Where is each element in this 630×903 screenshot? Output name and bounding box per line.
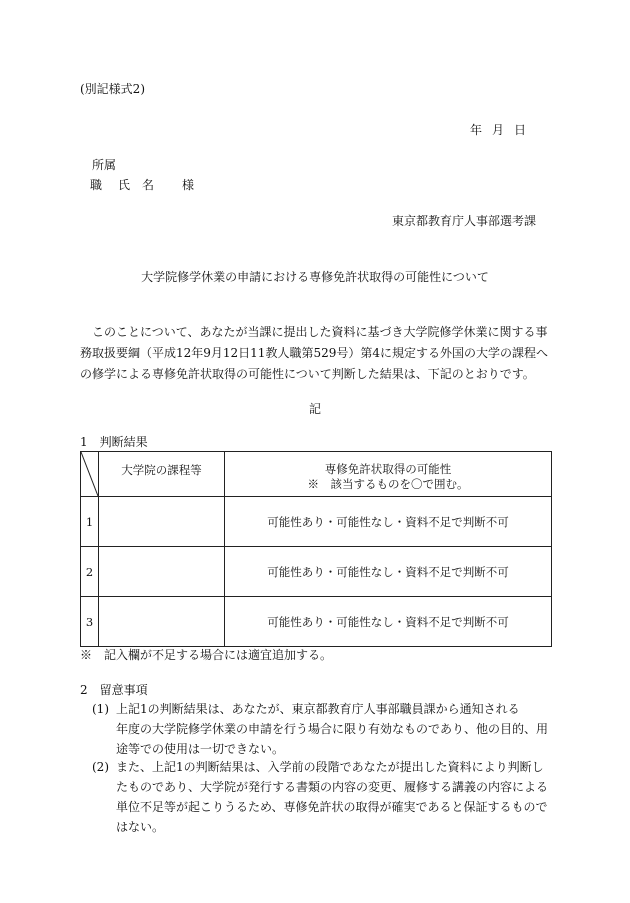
section2-heading: 2 留意事項 bbox=[80, 683, 148, 697]
table-row bbox=[81, 597, 552, 647]
row-options: 可能性あり・可能性なし・資料不足で判断不可 bbox=[225, 597, 552, 647]
note-item-text: また、上記1の判断結果は、入学前の段階であなたが提出した資料により判断したものであり、大学院が発行する書類の内容の変更、履修する講義の内容による単位不足等が起こりうるため、専修免許状の取得が確実であると保証するものではない。 bbox=[116, 760, 549, 834]
date-line bbox=[470, 121, 526, 138]
diagonal-line bbox=[81, 452, 98, 496]
note-item-mark: (2) bbox=[92, 760, 109, 774]
document-title: 大学院修学休業の申請における専修免許状取得の可能性について bbox=[141, 270, 489, 284]
note-item-text: 上記1の判断結果は、あなたが、東京都教育庁人事部職員課から通知される 年度の大学院修学休業の申請を行う場合に限り有効なものであり、他の目的、用途等での使用は一切できない。 bbox=[116, 702, 556, 756]
table-note: ※ 記入欄が不足する場合には適宜追加する。 bbox=[80, 648, 333, 662]
note-item bbox=[92, 699, 556, 759]
header-course: 大学院の課程等 bbox=[99, 452, 225, 497]
note-item bbox=[92, 757, 552, 837]
row-course-cell[interactable] bbox=[99, 547, 225, 597]
recipient-name: 氏 名 bbox=[118, 178, 155, 192]
form-label: (別記様式2) bbox=[80, 82, 145, 96]
body-paragraph bbox=[80, 322, 552, 385]
header-possibility bbox=[225, 452, 552, 497]
header-possibility-line2: ※ 該当するものを〇で囲む。 bbox=[307, 476, 469, 491]
row-course-cell[interactable] bbox=[99, 497, 225, 547]
recipient-affiliation: 所属 bbox=[92, 158, 117, 172]
result-table bbox=[80, 451, 552, 647]
row-course-cell[interactable] bbox=[99, 597, 225, 647]
recipient-honorific: 様 bbox=[182, 178, 195, 192]
header-diagonal-cell bbox=[81, 452, 99, 497]
date-day: 日 bbox=[514, 123, 527, 137]
row-number: 1 bbox=[81, 497, 99, 547]
ki-heading: 記 bbox=[308, 402, 321, 416]
recipient-position: 職 bbox=[90, 178, 103, 192]
note-item-mark: (1) bbox=[92, 702, 109, 716]
table-row bbox=[81, 497, 552, 547]
row-options: 可能性あり・可能性なし・資料不足で判断不可 bbox=[225, 497, 552, 547]
row-number: 2 bbox=[81, 547, 99, 597]
row-number: 3 bbox=[81, 597, 99, 647]
table-header-row bbox=[81, 452, 552, 497]
section1-heading: 1 判断結果 bbox=[80, 435, 148, 449]
date-month: 月 bbox=[492, 123, 505, 137]
header-possibility-line1: 専修免許状取得の可能性 bbox=[324, 461, 452, 476]
body-paragraph-text: このことについて、あなたが当課に提出した資料に基づき大学院修学休業に関する事務取扱要綱（平成12年9月12日11教人職第529号）第4に規定する外国の大学の課程への修学による専修免許状取得の可能性について判断した結果は、下記のとおりです。 bbox=[80, 325, 548, 381]
date-year: 年 bbox=[470, 123, 483, 137]
table-row bbox=[81, 547, 552, 597]
recipient-name-line bbox=[90, 176, 210, 193]
row-options: 可能性あり・可能性なし・資料不足で判断不可 bbox=[225, 547, 552, 597]
sender: 東京都教育庁人事部選考課 bbox=[392, 214, 537, 228]
